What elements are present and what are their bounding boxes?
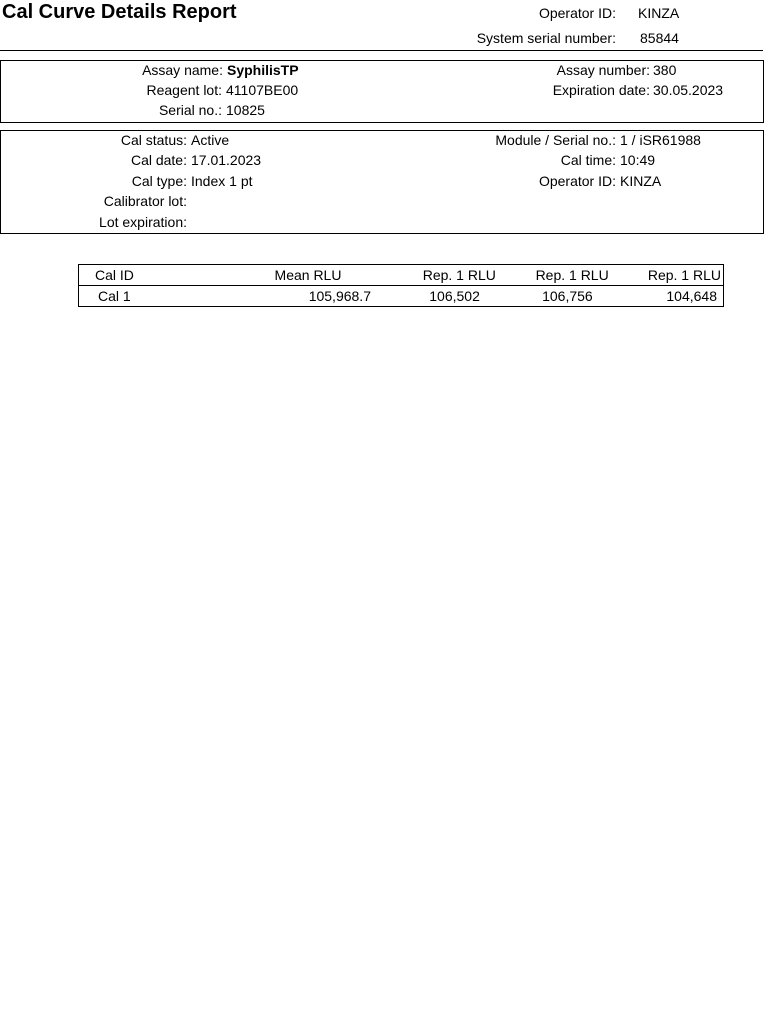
expiration-date-label: Expiration date: xyxy=(552,82,650,98)
cal-time-label: Cal time: xyxy=(560,152,616,168)
module-serial-value: 1 / iSR61988 xyxy=(620,132,701,148)
assay-name-value: SyphilisTP xyxy=(227,62,299,78)
report-title: Cal Curve Details Report xyxy=(2,1,237,23)
table-row xyxy=(79,286,724,307)
expiration-date-value: 30.05.2023 xyxy=(653,82,724,98)
assay-number-label: Assay number: xyxy=(556,62,650,78)
cell-mean-rlu: 105,968.7 xyxy=(308,288,371,304)
header-serial-value: 85844 xyxy=(640,30,679,46)
reagent-lot-value: 41107BE00 xyxy=(226,82,299,98)
serial-no-label: Serial no.: xyxy=(158,102,222,118)
cell-rep3-rlu: 104,648 xyxy=(666,288,717,304)
cal-type-value: Index 1 pt xyxy=(191,173,253,189)
calibrator-lot-label: Calibrator lot: xyxy=(103,193,187,209)
reagent-lot-label: Reagent lot: xyxy=(146,82,222,98)
cell-rep1-rlu: 106,502 xyxy=(429,288,480,304)
lot-expiration-label: Lot expiration: xyxy=(99,214,187,230)
calibration-table xyxy=(78,264,724,307)
assay-number-value: 380 xyxy=(653,62,677,78)
assay-name-label: Assay name: xyxy=(142,62,223,78)
column-header-rep2-rlu: Rep. 1 RLU xyxy=(535,267,609,283)
header-divider xyxy=(0,50,763,51)
header-operator-label: Operator ID: xyxy=(538,5,616,21)
cal-operator-value: KINZA xyxy=(620,173,662,189)
cal-date-label: Cal date: xyxy=(130,152,187,168)
module-serial-label: Module / Serial no.: xyxy=(495,132,616,148)
cell-rep2-rlu: 106,756 xyxy=(542,288,593,304)
column-header-rep3-rlu: Rep. 1 RLU xyxy=(647,267,721,283)
header-operator-value: KINZA xyxy=(638,5,680,21)
header-serial-label: System serial number: xyxy=(476,30,616,46)
serial-no-value: 10825 xyxy=(226,102,265,118)
cal-operator-label: Operator ID: xyxy=(538,173,616,189)
cal-status-value: Active xyxy=(191,132,230,148)
cal-type-label: Cal type: xyxy=(131,173,187,189)
cal-status-label: Cal status: xyxy=(120,132,187,148)
table-header-row xyxy=(79,265,724,286)
column-header-mean-rlu: Mean RLU xyxy=(274,267,342,283)
cell-cal-id: Cal 1 xyxy=(98,288,131,304)
column-header-rep1-rlu: Rep. 1 RLU xyxy=(422,267,496,283)
cal-time-value: 10:49 xyxy=(620,152,656,168)
cal-date-value: 17.01.2023 xyxy=(191,152,262,168)
column-header-cal-id: Cal ID xyxy=(95,267,134,283)
